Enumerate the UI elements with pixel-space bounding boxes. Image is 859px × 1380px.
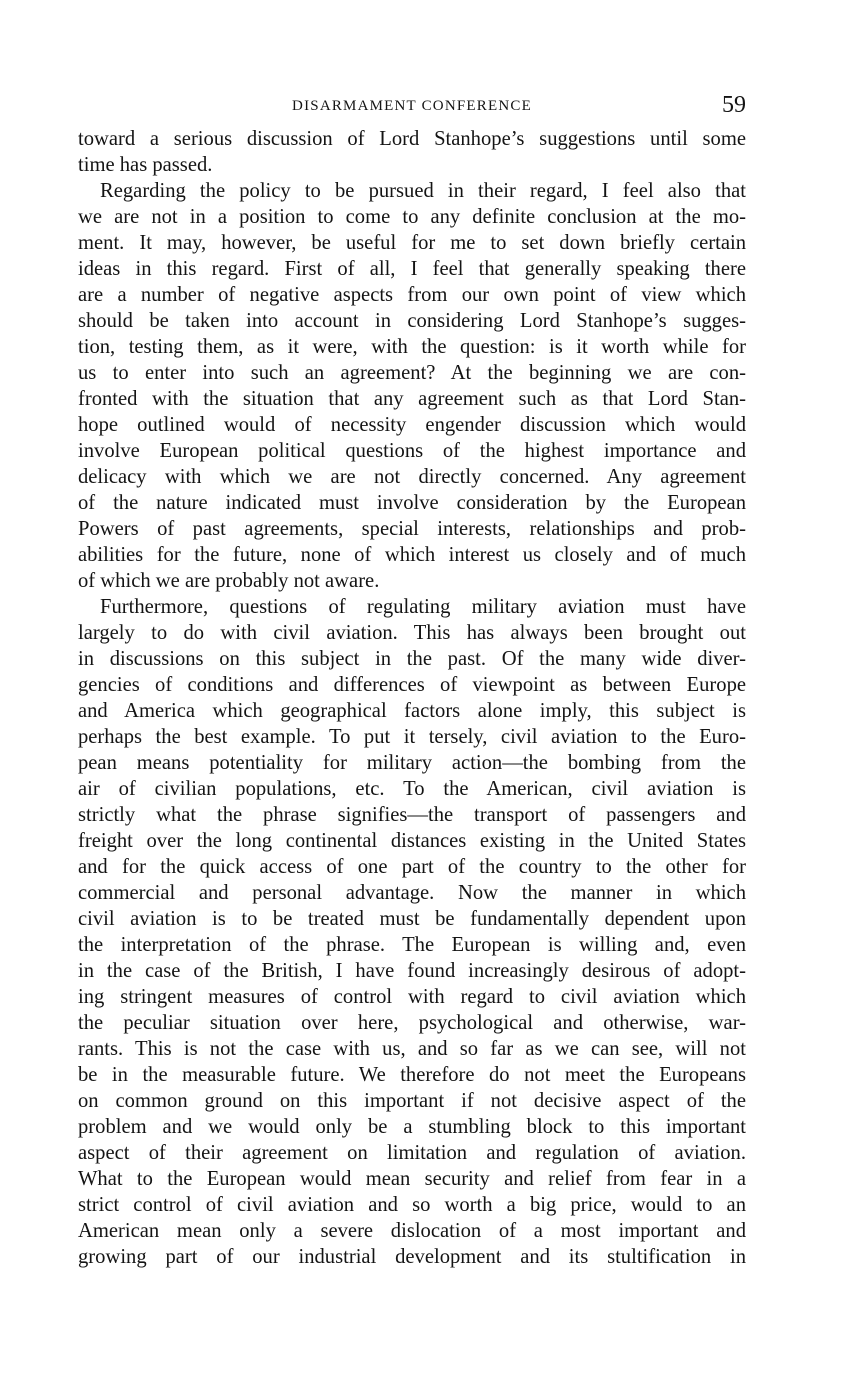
text-line: civil aviation is to be treated must be fundamentally dependent upon [78,908,746,930]
text-line: pean means potentiality for military action—the bombing from the [78,752,746,774]
document-page [78,92,746,1270]
text-line: should be taken into account in considering Lord Stanhope’s sugges- [78,310,746,332]
text-line: commercial and personal advantage. Now the manner in which [78,882,746,904]
text-line: ment. It may, however, be useful for me to set down briefly certain [78,232,746,254]
paragraph [78,594,746,1270]
text-line: rants. This is not the case with us, and so far as we can see, will not [78,1038,746,1060]
text-line: aspect of their agreement on limitation and regulation of aviation. [78,1142,746,1164]
text-line: strictly what the phrase signifies—the transport of passengers and [78,804,746,826]
text-line: largely to do with civil aviation. This has always been brought out [78,622,746,644]
running-title: DISARMAMENT CONFERENCE [292,98,532,114]
text-line: Powers of past agreements, special interests, relationships and prob- [78,518,746,540]
text-line: we are not in a position to come to any definite conclusion at the mo- [78,206,746,228]
page-number: 59 [722,92,746,118]
text-line: us to enter into such an agreement? At the beginning we are con- [78,362,746,384]
text-line: Furthermore, questions of regulating military aviation must have [100,596,746,618]
text-line: air of civilian populations, etc. To the American, civil aviation is [78,778,746,800]
text-line: Regarding the policy to be pursued in their regard, I feel also that [100,180,746,202]
text-line: ing stringent measures of control with regard to civil aviation which [78,986,746,1008]
text-line: growing part of our industrial development and its stultification in [78,1246,746,1268]
text-line: American mean only a severe dislocation of a most important and [78,1220,746,1242]
text-line: the peculiar situation over here, psychological and otherwise, war- [78,1012,746,1034]
paragraph [78,178,746,594]
body-text [78,126,746,1270]
text-line: of which we are probably not aware. [78,570,380,592]
text-line: What to the European would mean security and relief from fear in a [78,1168,746,1190]
text-line: tion, testing them, as it were, with the question: is it worth while for [78,336,746,358]
text-line: problem and we would only be a stumbling block to this important [78,1116,746,1138]
text-line: on common ground on this important if not decisive aspect of the [78,1090,746,1112]
text-line: involve European political questions of the highest importance and [78,440,746,462]
text-line: and America which geographical factors alone imply, this subject is [78,700,746,722]
text-line: of the nature indicated must involve consideration by the European [78,492,746,514]
paragraph [78,126,746,178]
text-line: gencies of conditions and differences of viewpoint as between Europe [78,674,746,696]
text-line: are a number of negative aspects from our own point of view which [78,284,746,306]
text-line: toward a serious discussion of Lord Stanhope’s suggestions until some [78,128,746,150]
text-line: the interpretation of the phrase. The European is willing and, even [78,934,746,956]
text-line: fronted with the situation that any agreement such as that Lord Stan- [78,388,746,410]
text-line: in the case of the British, I have found increasingly desirous of adopt- [78,960,746,982]
text-line: in discussions on this subject in the past. Of the many wide diver- [78,648,746,670]
text-line: time has passed. [78,154,213,176]
text-line: abilities for the future, none of which interest us closely and of much [78,544,746,566]
text-line: strict control of civil aviation and so worth a big price, would to an [78,1194,746,1216]
text-line: and for the quick access of one part of the country to the other for [78,856,746,878]
text-line: be in the measurable future. We therefore do not meet the Europeans [78,1064,746,1086]
text-line: perhaps the best example. To put it tersely, civil aviation to the Euro- [78,726,746,748]
text-line: hope outlined would of necessity engender discussion which would [78,414,746,436]
text-line: freight over the long continental distances existing in the United States [78,830,746,852]
running-header [78,92,746,126]
text-line: ideas in this regard. First of all, I feel that generally speaking there [78,258,746,280]
text-line: delicacy with which we are not directly concerned. Any agreement [78,466,746,488]
